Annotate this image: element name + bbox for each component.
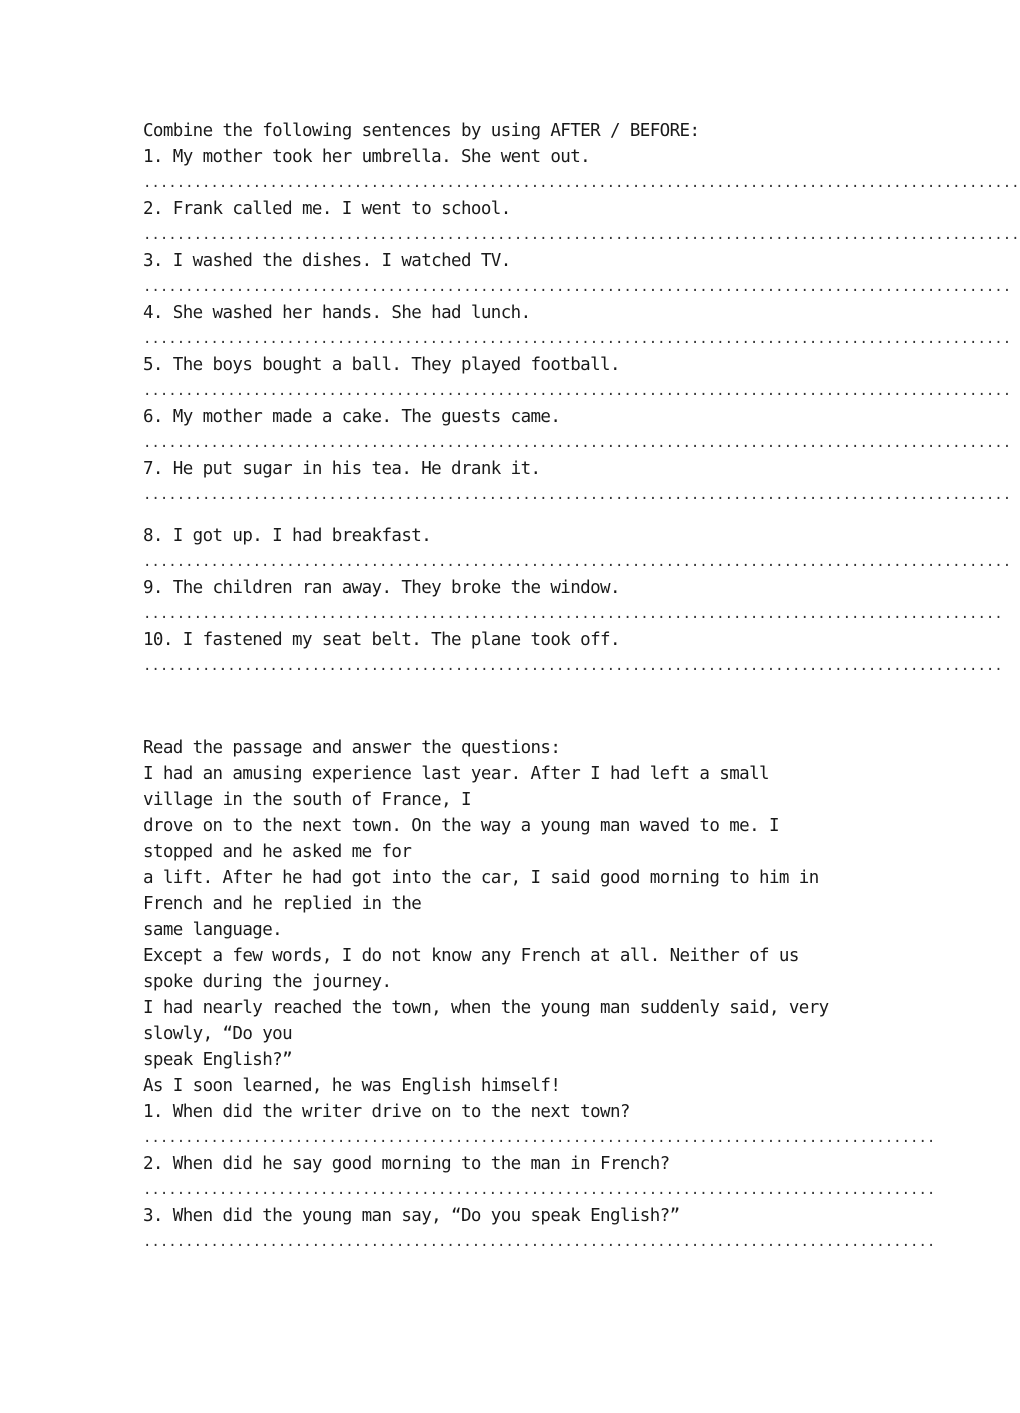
passage-line: a lift. After he had got into the car, I said good morning to him in — [143, 868, 819, 888]
question-prompt: 3. When did the young man say, “Do you speak English?” — [143, 1206, 680, 1226]
answer-line[interactable]: ....................................................................................................... — [143, 554, 1012, 570]
answer-line[interactable]: ...................................................................................................... — [143, 606, 1003, 622]
reading-passage — [143, 761, 863, 1099]
spacer — [143, 679, 863, 735]
question-prompt: 2. When did he say good morning to the man in French? — [143, 1154, 670, 1174]
answer-line[interactable]: ....................................................................................................... — [143, 383, 1012, 399]
exercise-item — [143, 575, 1003, 627]
exercise-prompt: 8. I got up. I had breakfast. — [143, 526, 432, 546]
answer-line[interactable]: .............................................................................................. — [143, 1130, 936, 1146]
exercise-item — [143, 456, 1012, 508]
answer-line[interactable]: ...................................................................................................... — [143, 658, 1003, 674]
exercise-prompt: 6. My mother made a cake. The guests came. — [143, 407, 561, 427]
answer-line[interactable]: ....................................................................................................... — [143, 487, 1012, 503]
exercise-item — [143, 627, 1003, 679]
exercise-prompt: 2. Frank called me. I went to school. — [143, 199, 511, 219]
passage-line: stopped and he asked me for — [143, 842, 412, 862]
question-item — [143, 1099, 936, 1151]
section1-heading: Combine the following sentences by using AFTER / BEFORE: — [143, 121, 700, 141]
exercise-prompt: 1. My mother took her umbrella. She went out. — [143, 147, 591, 167]
exercise-prompt: 4. She washed her hands. She had lunch. — [143, 303, 531, 323]
worksheet — [143, 118, 1020, 1255]
exercise-item — [143, 144, 1020, 196]
passage-line: speak English?” — [143, 1050, 293, 1070]
answer-line[interactable]: .............................................................................................. — [143, 1234, 936, 1250]
question-item — [143, 1203, 936, 1255]
exercise-item — [143, 404, 1012, 456]
exercise-prompt: 5. The boys bought a ball. They played football. — [143, 355, 620, 375]
answer-line[interactable]: ....................................................................................................... — [143, 435, 1012, 451]
exercise-item — [143, 196, 1020, 248]
exercise-item — [143, 248, 1012, 300]
exercise-item — [143, 352, 1012, 404]
passage-line: spoke during the journey. — [143, 972, 392, 992]
answer-line[interactable]: .............................................................................................. — [143, 1182, 936, 1198]
passage-line: drove on to the next town. On the way a young man waved to me. I — [143, 816, 779, 836]
passage-line: Except a few words, I do not know any French at all. Neither of us — [143, 946, 799, 966]
passage-line: I had an amusing experience last year. After I had left a small — [143, 764, 769, 784]
exercise-item — [143, 523, 1012, 575]
passage-line: As I soon learned, he was English himself! — [143, 1076, 561, 1096]
passage-line: French and he replied in the — [143, 894, 422, 914]
spacer — [143, 508, 863, 523]
answer-line[interactable]: ....................................................................................................... — [143, 331, 1012, 347]
exercise-prompt: 9. The children ran away. They broke the window. — [143, 578, 620, 598]
exercise-prompt: 7. He put sugar in his tea. He drank it. — [143, 459, 541, 479]
section2-heading: Read the passage and answer the questions: — [143, 738, 561, 758]
answer-line[interactable]: ........................................................................................................ — [143, 175, 1020, 191]
question-item — [143, 1151, 936, 1203]
passage-line: same language. — [143, 920, 283, 940]
passage-line: village in the south of France, I — [143, 790, 471, 810]
exercise-prompt: 3. I washed the dishes. I watched TV. — [143, 251, 511, 271]
passage-line: slowly, “Do you — [143, 1024, 293, 1044]
answer-line[interactable]: ....................................................................................................... — [143, 279, 1012, 295]
exercise-prompt: 10. I fastened my seat belt. The plane took off. — [143, 630, 620, 650]
answer-line[interactable]: ........................................................................................................ — [143, 227, 1020, 243]
passage-line: I had nearly reached the town, when the young man suddenly said, very — [143, 998, 829, 1018]
question-prompt: 1. When did the writer drive on to the next town? — [143, 1102, 630, 1122]
exercise-item — [143, 300, 1012, 352]
